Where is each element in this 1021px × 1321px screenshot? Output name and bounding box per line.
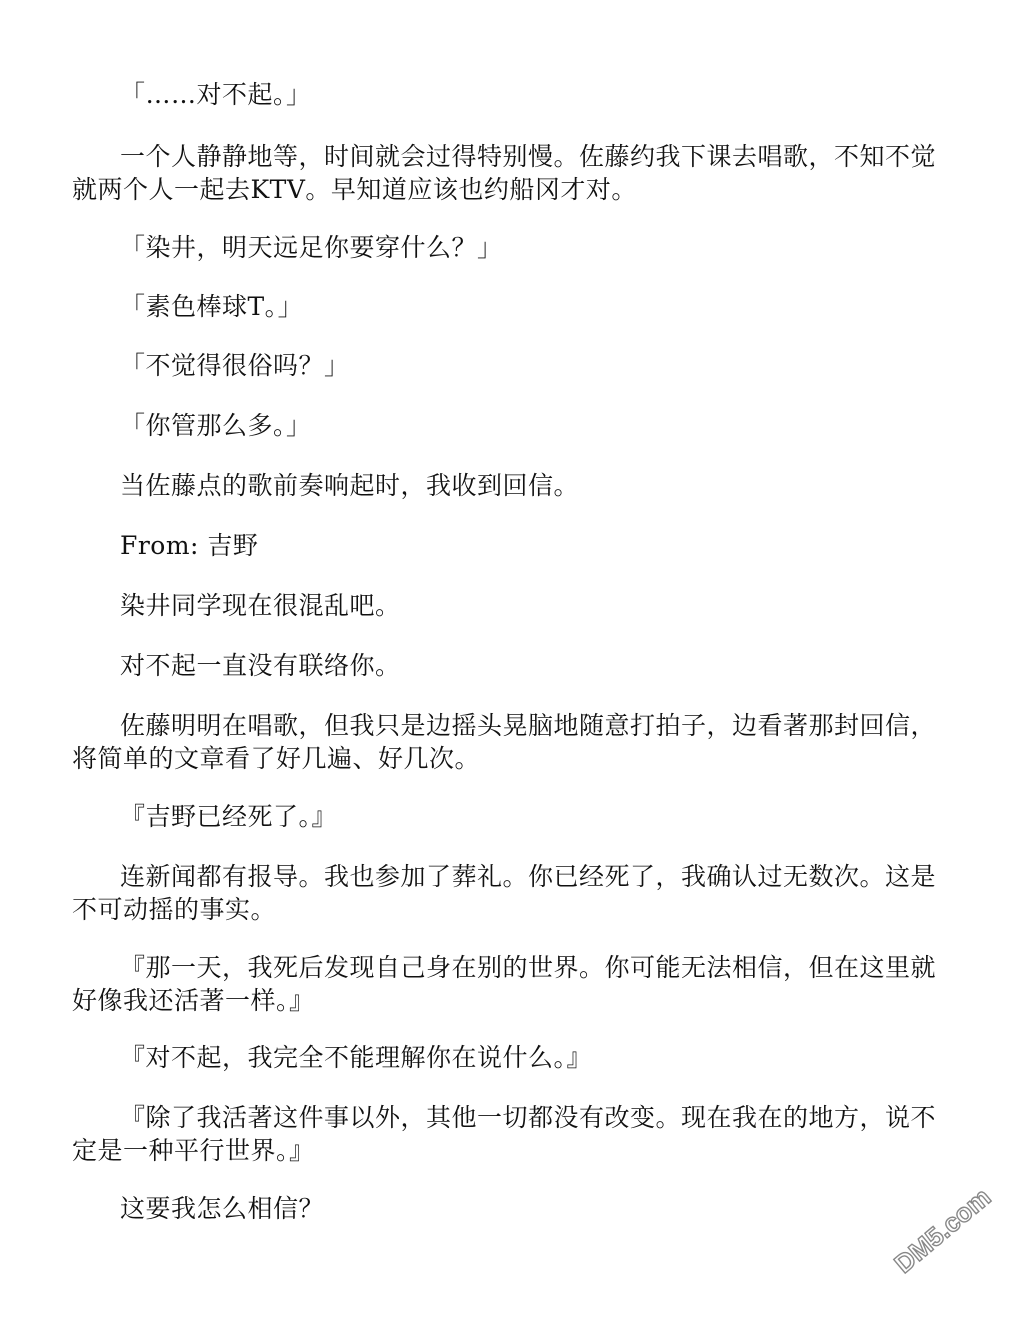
paragraph-14: 『那一天，我死后发现自己身在别的世界。你可能无法相信，但在这里就好像我还活著一样。』 bbox=[72, 953, 937, 1015]
paragraph-1: 「……对不起。」 bbox=[120, 80, 312, 109]
paragraph-17: 这要我怎么相信？ bbox=[120, 1194, 325, 1223]
paragraph-4: 「素色棒球T。」 bbox=[120, 292, 304, 321]
paragraph-7: 当佐藤点的歌前奏响起时，我收到回信。 bbox=[120, 471, 580, 500]
paragraph-10: 对不起一直没有联络你。 bbox=[120, 651, 401, 680]
paragraph-15: 『对不起，我完全不能理解你在说什么。』 bbox=[120, 1043, 593, 1072]
paragraph-2: 一个人静静地等，时间就会过得特别慢。佐藤约我下课去唱歌，不知不觉就两个人一起去KTV。早知道应该也约船冈才对。 bbox=[72, 142, 937, 204]
paragraph-5: 「不觉得很俗吗？」 bbox=[120, 351, 350, 380]
paragraph-8: From: 吉野 bbox=[120, 531, 259, 560]
paragraph-6: 「你管那么多。」 bbox=[120, 411, 312, 440]
svg-text:DM5.com: DM5.com bbox=[888, 1181, 997, 1279]
paragraph-9: 染井同学现在很混乱吧。 bbox=[120, 591, 401, 620]
dm5-watermark-logo bbox=[883, 1171, 1003, 1291]
paragraph-13: 连新闻都有报导。我也参加了葬礼。你已经死了，我确认过无数次。这是不可动摇的事实。 bbox=[72, 862, 937, 924]
paragraph-3: 「染井，明天远足你要穿什么？」 bbox=[120, 233, 503, 262]
paragraph-11: 佐藤明明在唱歌，但我只是边摇头晃脑地随意打拍子，边看著那封回信，将简单的文章看了好几遍、好几次。 bbox=[72, 711, 937, 773]
paragraph-16: 『除了我活著这件事以外，其他一切都没有改变。现在我在的地方，说不定是一种平行世界。』 bbox=[72, 1103, 937, 1165]
paragraph-12: 『吉野已经死了。』 bbox=[120, 802, 338, 831]
